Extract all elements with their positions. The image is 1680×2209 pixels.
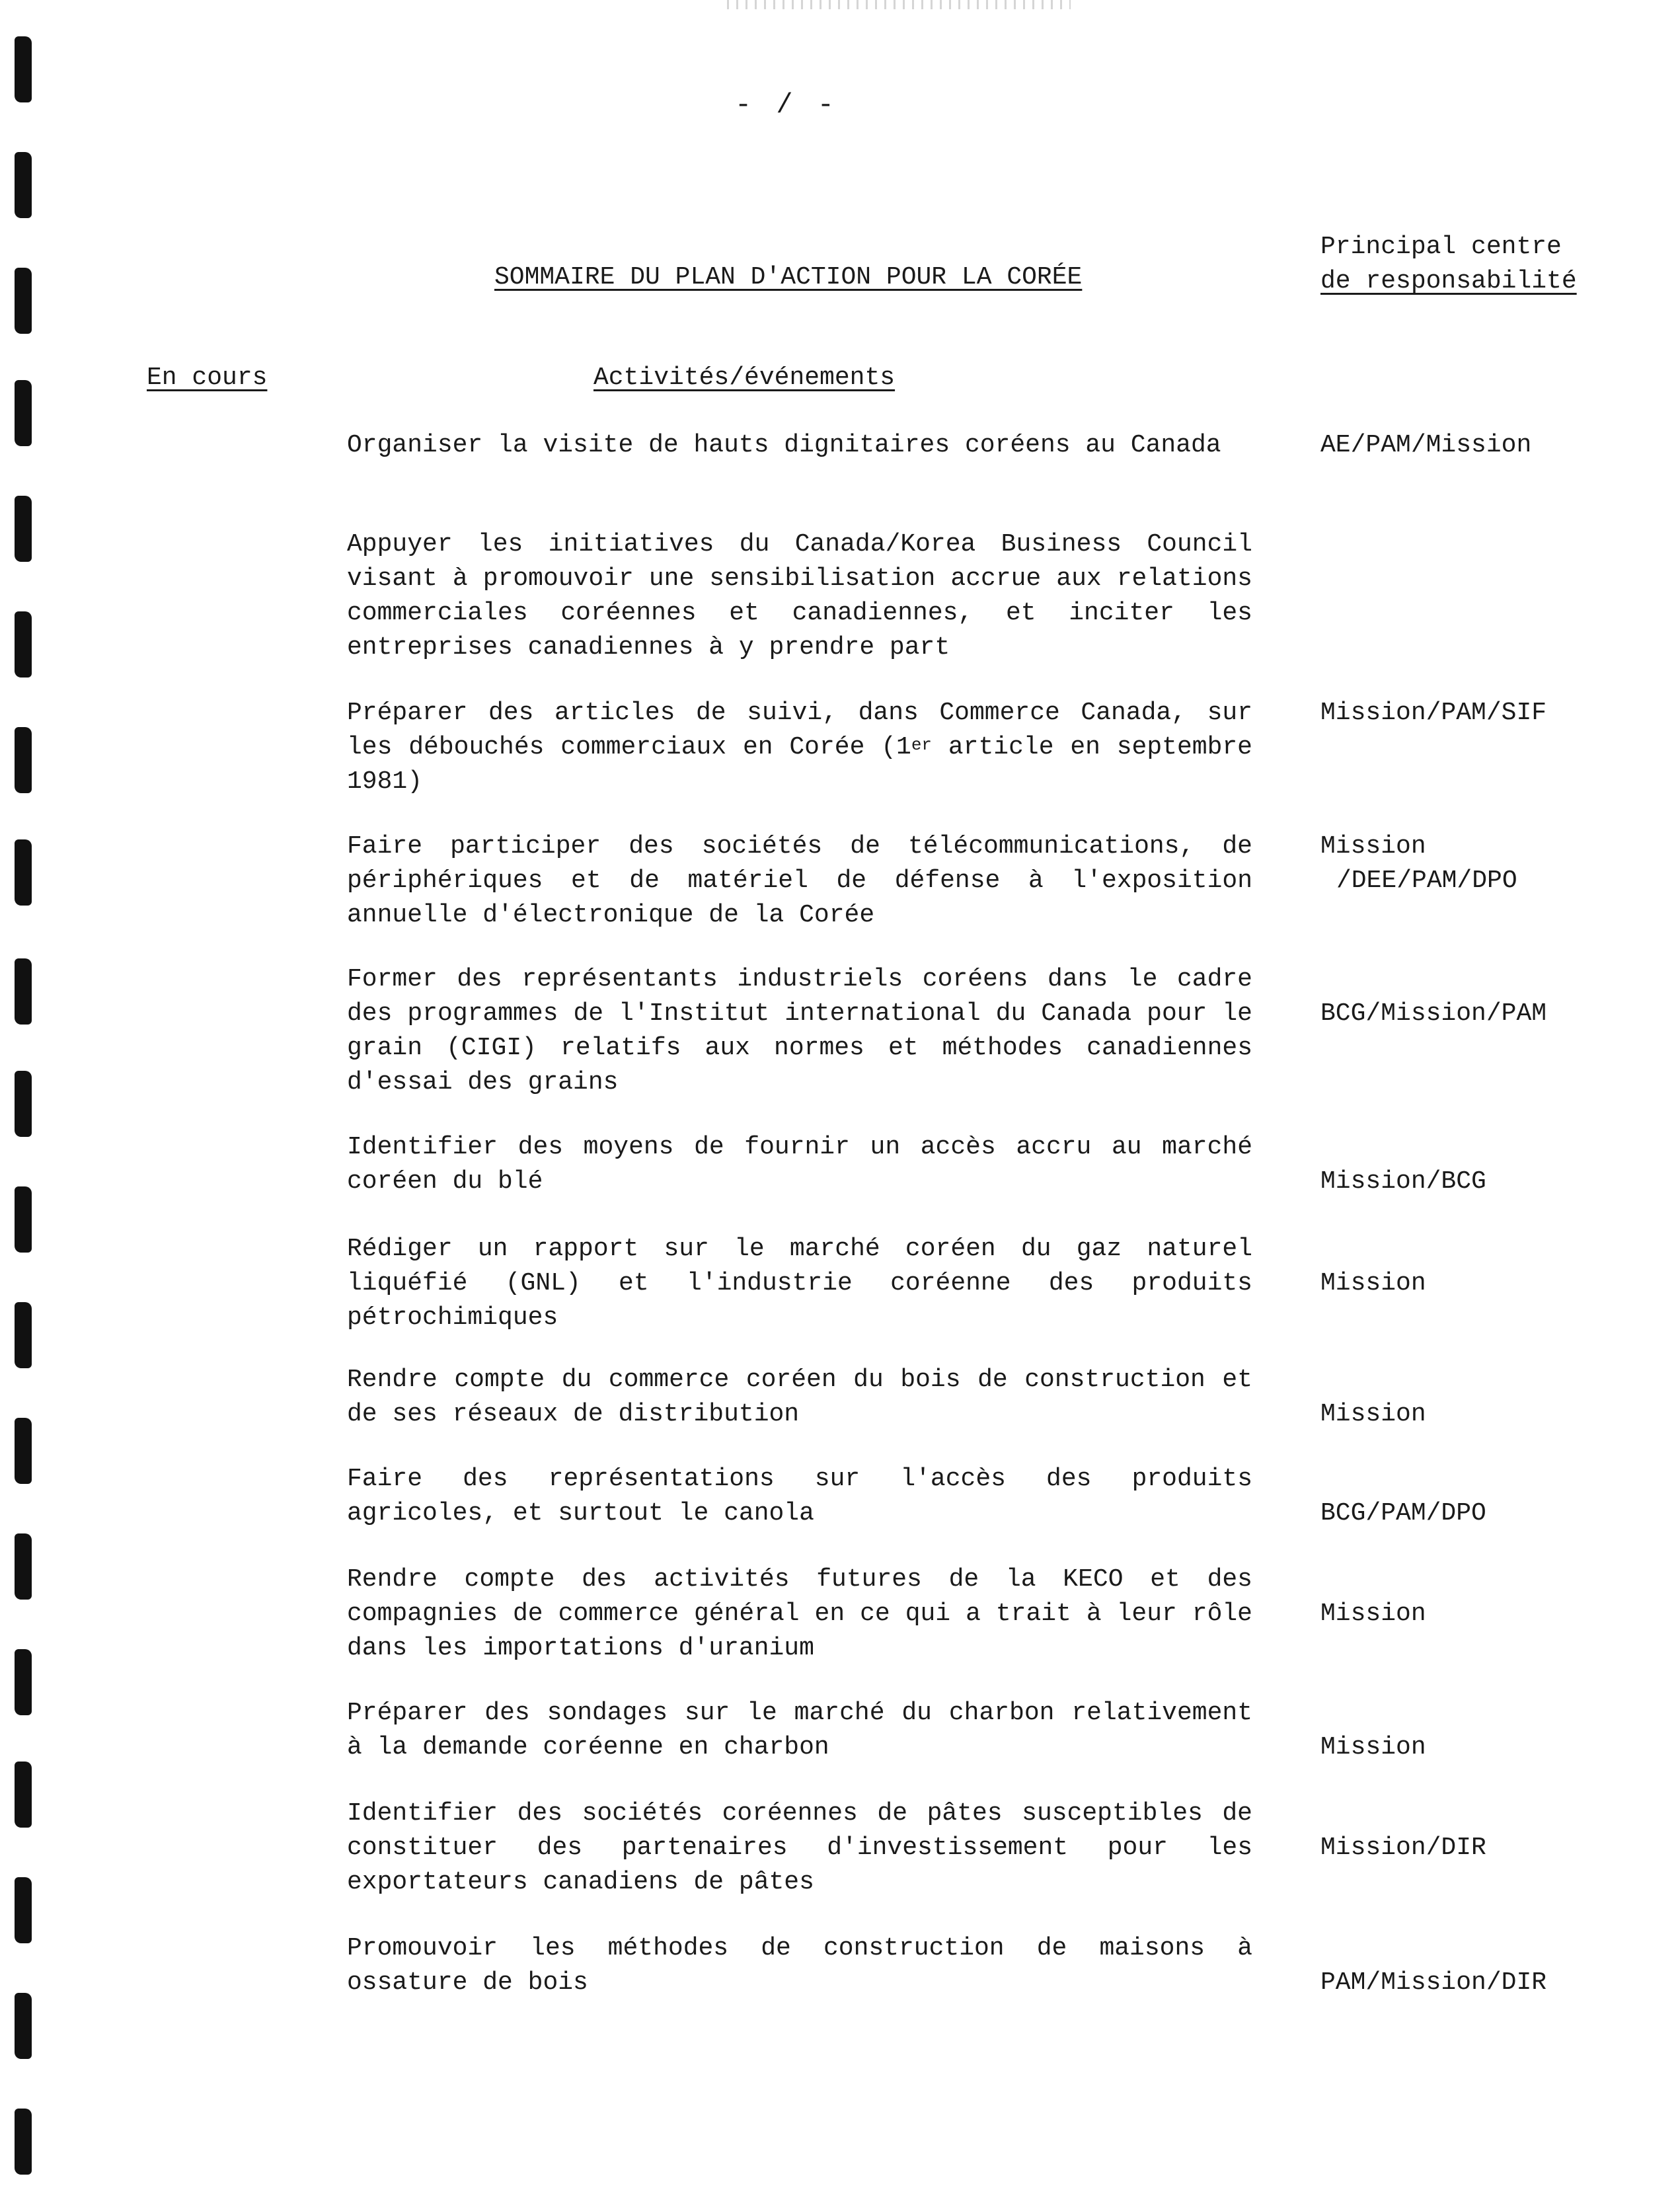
- action-item-responsibility-line1: Mission: [1320, 832, 1426, 861]
- action-item-responsibility: BCG/PAM/DPO: [1320, 1499, 1486, 1528]
- action-item-responsibility: Mission: [1320, 1269, 1426, 1298]
- document-title: SOMMAIRE DU PLAN D'ACTION POUR LA CORÉE: [494, 263, 1083, 291]
- action-item-text: Identifier des sociétés coréennes de pâtes susceptibles de constituer des partenaires d'investissement pour les exportateurs canadiens de pâtes: [347, 1799, 1252, 1896]
- action-item-text: Appuyer les initiatives du Canada/Korea Business Council visant à promouvoir une sensibilisation accrue aux relations commerciales coréennes et canadiennes, et inciter les entreprises canadiennes à y prendre part: [347, 530, 1252, 662]
- action-item-text-part: Préparer des articles de suivi, dans Commerce Canada, sur les débouchés commerciaux en Corée (1: [347, 699, 1252, 761]
- binder-hole: [15, 1418, 32, 1484]
- binder-hole: [15, 152, 32, 218]
- action-item-text: Identifier des moyens de fournir un accès accru au marché coréen du blé: [347, 1133, 1252, 1196]
- action-item-text: Rendre compte du commerce coréen du bois de construction et de ses réseaux de distribution: [347, 1366, 1252, 1428]
- binder-hole: [15, 727, 32, 793]
- binder-hole: [15, 1071, 32, 1137]
- action-item-responsibility: AE/PAM/Mission: [1320, 431, 1532, 459]
- page-number: - / -: [734, 89, 839, 121]
- action-item-responsibility: Mission: [1320, 1600, 1426, 1628]
- responsibility-header-line2: de responsabilité: [1320, 267, 1577, 295]
- binder-hole: [15, 611, 32, 678]
- status-column-header: En cours: [147, 364, 268, 392]
- binder-hole: [15, 839, 32, 906]
- binder-hole: [15, 1993, 32, 2059]
- action-item-text: Rédiger un rapport sur le marché coréen du gaz naturel liquéfié (GNL) et l'industrie coréenne des produits pétrochimiques: [347, 1235, 1252, 1332]
- action-item-responsibility: Mission/DIR: [1320, 1834, 1486, 1862]
- action-item-responsibility-line2: /DEE/PAM/DPO: [1336, 867, 1517, 895]
- action-item-text-part: article en septembre 1981): [347, 733, 1252, 796]
- action-item-text: Faire participer des sociétés de télécommunications, de périphériques et de matériel de défense à l'exposition annuelle d'électronique de la Corée: [347, 832, 1252, 929]
- responsibility-column-header: [1320, 230, 1577, 299]
- binder-hole: [15, 1877, 32, 1943]
- scan-artifact: [727, 0, 1071, 9]
- superscript: er: [911, 735, 933, 755]
- action-item-text: Préparer des sondages sur le marché du charbon relativement à la demande coréenne en charbon: [347, 1699, 1252, 1762]
- action-item-responsibility: Mission/BCG: [1320, 1167, 1486, 1196]
- action-item-text: [347, 696, 1252, 799]
- action-item-responsibility: Mission: [1320, 1400, 1426, 1428]
- action-item-text: Faire des représentations sur l'accès des produits agricoles, et surtout le canola: [347, 1465, 1252, 1528]
- binder-hole: [15, 1302, 32, 1368]
- action-item-text: Rendre compte des activités futures de la KECO et des compagnies de commerce général en ce qui a trait à leur rôle dans les importations d'uranium: [347, 1565, 1252, 1662]
- binder-hole: [15, 1186, 32, 1253]
- binder-hole: [15, 1649, 32, 1715]
- binder-hole: [15, 1762, 32, 1828]
- activities-column-header: Activités/événements: [593, 364, 896, 392]
- action-item-text: Former des représentants industriels coréens dans le cadre des programmes de l'Institut international du Canada pour le grain (CIGI) relatifs aux normes et méthodes canadiennes d'essai des grains: [347, 965, 1252, 1097]
- action-item-text: Promouvoir les méthodes de construction de maisons à ossature de bois: [347, 1934, 1252, 1997]
- binder-hole: [15, 958, 32, 1025]
- binder-hole: [15, 1533, 32, 1600]
- action-item-responsibility: Mission: [1320, 1733, 1426, 1762]
- action-item-responsibility: BCG/Mission/PAM: [1320, 999, 1547, 1028]
- action-item-responsibility: PAM/Mission/DIR: [1320, 1968, 1547, 1997]
- binder-hole: [15, 380, 32, 446]
- binder-hole: [15, 2109, 32, 2175]
- responsibility-header-line1: Principal centre: [1320, 233, 1562, 261]
- binder-hole: [15, 496, 32, 562]
- binder-hole: [15, 268, 32, 334]
- action-item-text: Organiser la visite de hauts dignitaires coréens au Canada: [347, 431, 1221, 459]
- action-item-responsibility: Mission/PAM/SIF: [1320, 699, 1547, 727]
